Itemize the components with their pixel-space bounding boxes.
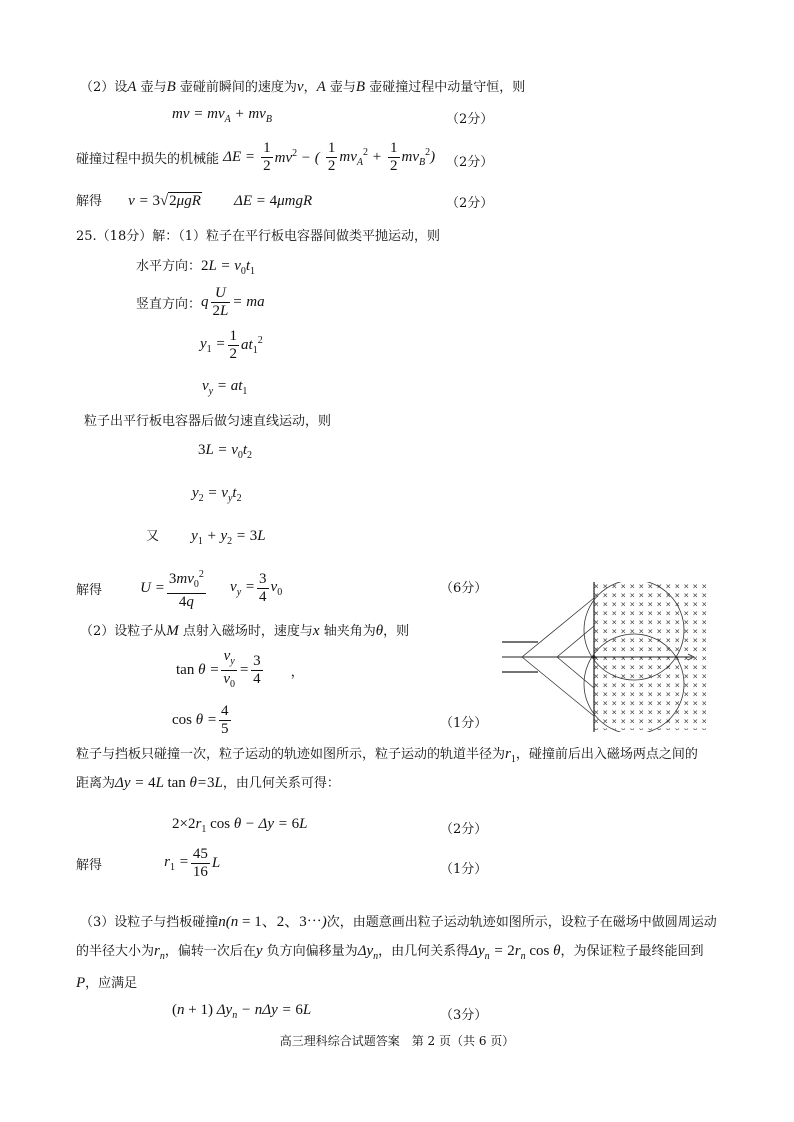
momentum-equation: mv = $mv_A + mv_B$	[172, 106, 272, 125]
vertical-equation: 竖直方向：q $\frac{U}{2L}$ = ma	[136, 285, 265, 319]
vy-equation: $v_y = at_1$	[202, 378, 248, 397]
geometry-equation: $2\times 2r_1$ cos θ − Δy = 6L	[172, 816, 308, 835]
solve-line-1: 解得 v = 3√2μgR ΔE = 4μmgR	[76, 193, 313, 209]
cos-equation: cos θ = $\frac{4}{5}$	[172, 703, 229, 737]
energy-loss-line: 碰撞过程中损失的机械能 ΔE = $\frac{1}{2}$ $mv^2$ − ( $\frac{1}{2}$ $mv_A^2$ + $\frac{1}{2}$ $mv_B^2$)	[76, 140, 436, 174]
part3-line-2: 的半径大小为$r_n$，偏转一次后在y 负方向偏移量为$\Delta y_n$，由几何关系得$\Delta y_n = 2r_n$ cos θ，为保证粒子最终能回到	[76, 943, 704, 962]
distance-line: 距离为Δy = 4L tan θ=3L，由几何关系可得：	[76, 775, 340, 791]
score-r1: （1分）	[440, 862, 488, 877]
solve-line-2: 解得 U = $\frac{3mv_0^2}{4q}$ $v_y$ = $\frac{3}{4}$ $v_0$	[76, 566, 282, 611]
score-last: （3分）	[440, 1008, 488, 1023]
eq-y2: $y_2 = v_yt_2$	[192, 485, 242, 504]
q25-heading: 25.（18分）解：（1）粒子在平行板电容器间做类平抛运动，则	[76, 229, 440, 244]
part3-line-3: P，应满足	[76, 975, 138, 991]
score-eq3: （2分）	[446, 196, 494, 211]
solve-line-3: 解得 $r_1$ = $\frac{45}{16}$ L	[76, 846, 221, 880]
score-1: （6分）	[440, 581, 488, 596]
collide-line: 粒子与挡板只碰撞一次，粒子运动的轨迹如图所示，粒子运动的轨道半径为$r_1$，碰撞前后出入磁场两点之间的	[76, 746, 698, 765]
magnetic-field-trajectory-diagram	[502, 582, 710, 732]
part3-line-1: （3）设粒子与挡板碰撞n(n = 1、2、3⋯)次，由题意画出粒子运动轨迹如图所示，设粒子在磁场中做圆周运动	[80, 914, 717, 930]
page-footer: 高三理科综合试题答案 第 2 页（共 6 页）	[279, 1034, 515, 1048]
eq-sum: 又 $y_1 + y_2 = 3L$	[146, 528, 266, 547]
trajectory-svg	[502, 582, 710, 732]
part2-intro: （2）设A 壶与B 壶碰前瞬间的速度为v，A 壶与B 壶碰撞过程中动量守恒，则	[80, 79, 526, 95]
part2-line: （2）设粒子从M 点射入磁场时，速度与x 轴夹角为θ，则	[80, 623, 410, 639]
score-cos: （1分）	[440, 716, 488, 731]
score-eq1: （2分）	[446, 112, 494, 127]
y1-equation: $y_1$ = $\frac{1}{2}$ $at_1^2$	[200, 328, 263, 362]
score-eq2: （2分）	[446, 155, 494, 170]
tan-equation: tan θ = $\frac{v_y}{v_0}$ = $\frac{3}{4}$ ，	[176, 648, 304, 690]
horizontal-equation: 水平方向：$2L = v_0t_1$	[136, 258, 256, 277]
eq-3L: $3L = v_0t_2$	[198, 442, 253, 461]
after-text: 粒子出平行板电容器后做匀速直线运动，则	[84, 414, 332, 429]
score-geo: （2分）	[440, 822, 488, 837]
final-equation: (n + 1) $\Delta y_n - n\Delta y = 6L$	[172, 1002, 312, 1021]
